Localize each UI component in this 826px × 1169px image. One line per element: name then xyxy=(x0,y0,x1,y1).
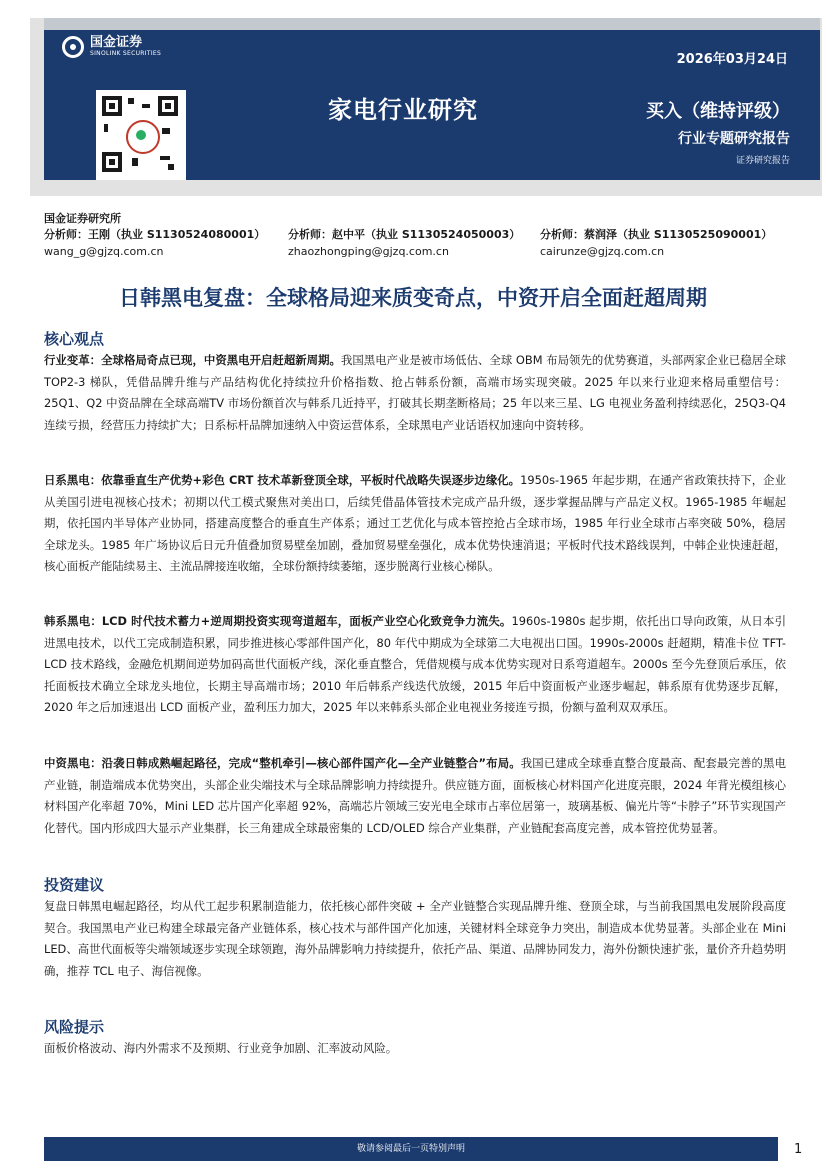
analyst-name: 分析师：王刚（执业 S1130524080001） xyxy=(44,228,266,241)
invest-paragraph: 复盘日韩黑电崛起路径，均从代工起步积累制造能力，依托核心部件突破 + 全产业链整合实现品牌升维、登顶全球，与当前我国黑电发展阶段高度契合。我国黑电产业已构建全球最完备产业链体系，核心技术与部件国产化加速，关键材料全球竞争力突出，制造成本优势显著。头部企业在 Mini LED、高世代面板等尖端领域逐步实现全球领跑，海外品牌影响力持续提升，依托产品、渠道、品牌协同发力，海外份额快速扩张，量价齐升趋势明确，推荐 TCL 电子、海信视像。 xyxy=(44,899,786,978)
paragraph-lead: 日系黑电：依靠垂直生产优势+彩色 CRT 技术革新登顶全球，平板时代战略失误逐步边缘化。 xyxy=(44,473,521,487)
report-sub: 证券研究报告 xyxy=(735,156,790,166)
analyst-item xyxy=(44,226,288,260)
seal-icon xyxy=(126,120,160,154)
company-logo xyxy=(62,36,161,58)
analyst-email[interactable]: wang_g@gjzq.com.cn xyxy=(44,245,164,258)
analyst-list xyxy=(44,226,804,260)
report-date: 2026年03月24日 xyxy=(676,52,788,67)
analyst-item xyxy=(288,226,540,260)
report-type: 行业专题研究报告 xyxy=(678,131,790,147)
paragraph-text: 我国黑电产业是被市场低估、全球 OBM 布局领先的优势赛道，头部两家企业已稳居全球 TOP2-3 梯队，凭借品牌升维与产品结构优化持续拉升价格指数、抢占韩系份额，高端市场实现突破。2025 年以来行业迎来格局重塑信号：25Q1、Q2 中资品牌在全球高端TV 市场份额首次与韩系几近持平，打破其长期垄断格局；25 年以来三星、LG 电视业务盈利持续恶化，25Q3-Q4 连续亏损，经营压力持续扩大；日系标杆品牌加速纳入中资运营体系，全球黑电产业话语权加速向中资转移。 xyxy=(44,353,786,432)
section-heading-invest: 投资建议 xyxy=(44,876,105,894)
footer-disclaimer[interactable]: 敬请参阅最后一页特别声明 xyxy=(44,1137,778,1161)
section-heading-core: 核心观点 xyxy=(44,330,105,348)
risk-paragraph: 面板价格波动、海内外需求不及预期、行业竞争加剧、汇率波动风险。 xyxy=(44,1041,398,1055)
report-title: 日韩黑电复盘：全球格局迎来质变奇点，中资开启全面赶超周期 xyxy=(119,286,707,310)
logo-en: SINOLINK SECURITIES xyxy=(90,50,162,57)
analyst-name: 分析师：蔡润泽（执业 S1130525090001） xyxy=(540,228,773,241)
rating: 买入（维持评级） xyxy=(646,101,790,122)
section-heading-risk: 风险提示 xyxy=(44,1018,105,1036)
core-paragraph xyxy=(44,753,786,839)
analyst-email[interactable]: cairunze@gjzq.com.cn xyxy=(540,245,665,258)
paragraph-text: 1960s-1980s 起步期，依托出口导向政策，从日本引进黑电技术，以代工完成制造积累，同步推进核心零部件国产化，80 年代中期成为全球第二大电视出口国。1990s-2000s 赶超期，精准卡位 TFT-LCD 技术路线，金融危机期间逆势加码高世代面板产线，深化垂直整合，凭借规模与成本优势实现对日系弯道超车。2000s 至今先登顶后承压，依托面板技术确立全球龙头地位，长期主导高端市场；2010 年后韩系产线迭代放缓，2015 年后中资面板产业逐步崛起，韩系原有优势逐步瓦解，2020 年之后加速退出 LCD 面板产业，盈利压力加大，2025 年以来韩系头部企业电视业务接连亏损，份额与盈利双双承压。 xyxy=(44,614,786,715)
qr-code-icon xyxy=(96,90,186,180)
page-number: 1 xyxy=(794,1142,803,1157)
logo-cn: 国金证券 xyxy=(90,35,143,50)
analyst-email[interactable]: zhaozhongping@gjzq.com.cn xyxy=(288,245,449,258)
institute: 国金证券研究所 xyxy=(44,212,121,225)
paragraph-lead: 韩系黑电：LCD 时代技术蓄力+逆周期投资实现弯道超车，面板产业空心化致竞争力流失。 xyxy=(44,614,512,628)
analyst-name: 分析师：赵中平（执业 S1130524050003） xyxy=(288,228,521,241)
industry-title: 家电行业研究 xyxy=(328,96,478,124)
paragraph-text: 1950s-1965 年起步期，在通产省政策扶持下，企业从美国引进电视核心技术；初期以代工模式聚焦对美出口，后续凭借晶体管技术完成产品升级，逐步掌握品牌与产品定义权。1965-1985 年崛起期，依托国内半导体产业协同，搭建高度整合的垂直生产体系；通过工艺优化与成本管控抢占全球市场，1985 年行业全球市占率突破 50%，稳居全球龙头。1985 年广场协议后日元升值叠加贸易壁垒加剧，叠加贸易壁垒强化，成本优势快速消退；平板时代技术路线误判，中韩企业快速赶超，核心面板产能陆续易主、主流品牌接连收缩，全球份额持续萎缩，逐步脱离行业核心梯队。 xyxy=(44,473,786,574)
sinolink-logo-icon xyxy=(62,36,84,58)
core-paragraph xyxy=(44,470,786,578)
analyst-item xyxy=(540,226,804,260)
core-paragraph xyxy=(44,611,786,719)
core-paragraph xyxy=(44,350,786,436)
paragraph-lead: 行业变革：全球格局奇点已现，中资黑电开启赶超新周期。 xyxy=(44,353,341,367)
paragraph-lead: 中资黑电：沿袭日韩成熟崛起路径，完成“整机牵引—核心部件国产化—全产业链整合”布局。 xyxy=(44,756,521,770)
header-strip xyxy=(44,18,820,30)
paragraph-text: 我国已建成全球垂直整合度最高、配套最完善的黑电产业链，制造端成本优势突出，头部企业尖端技术与全球品牌影响力持续提升。供应链方面，面板核心材料国产化进度亮眼，2024 年背光模组核心材料国产化率超 70%，Mini LED 芯片国产化率超 92%，高端芯片领域三安光电全球市占率位居第一，玻璃基板、偏光片等“卡脖子”环节实现国产化替代。国内形成四大显示产业集群，长三角建成全球最密集的 LCD/OLED 综合产业集群，产业链配套高度完善，成本管控优势显著。 xyxy=(44,756,786,835)
